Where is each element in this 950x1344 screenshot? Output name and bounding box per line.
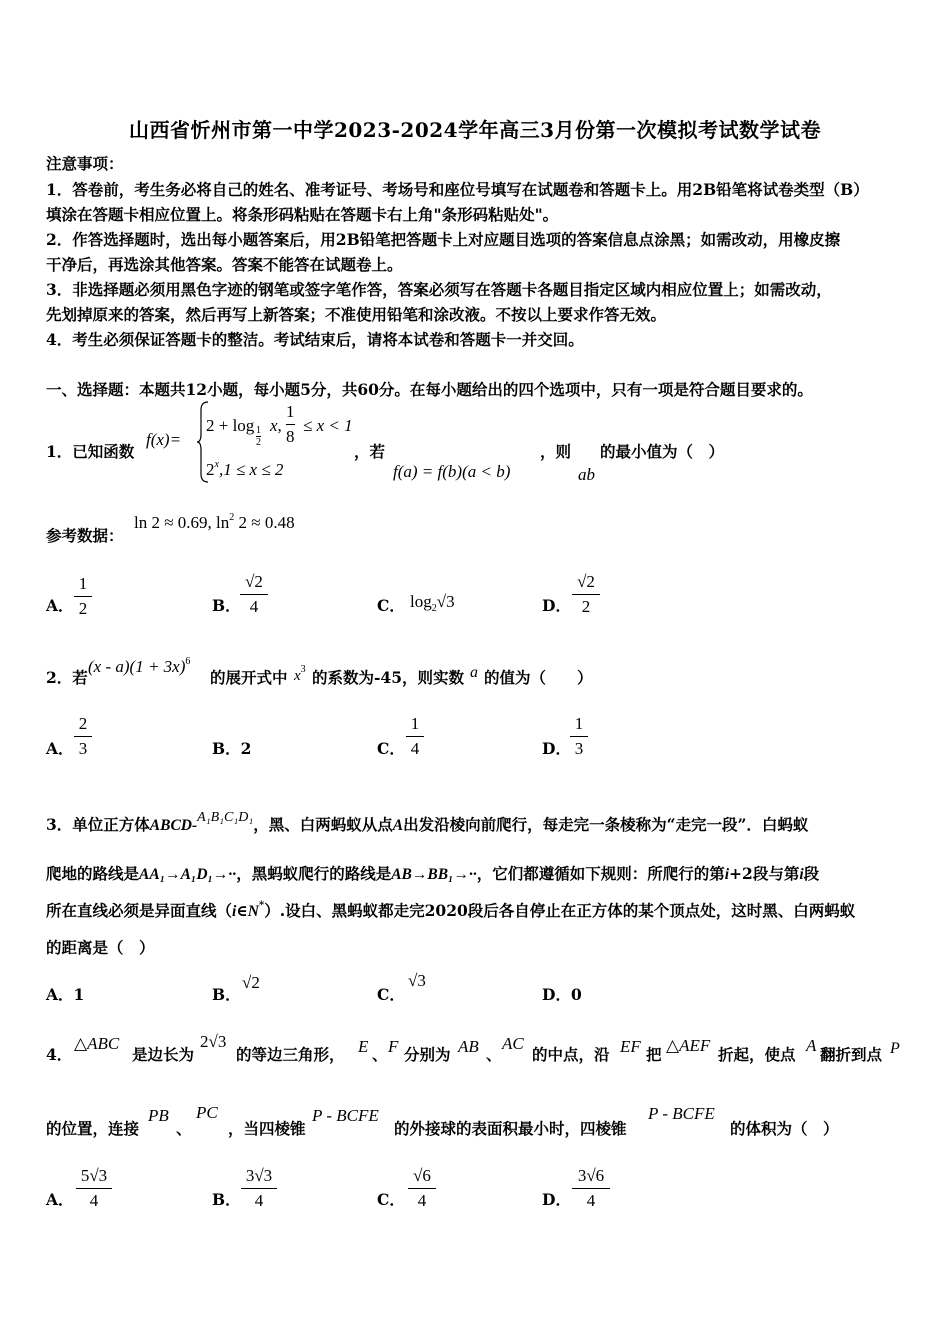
q2-a: a (470, 664, 478, 681)
q2-option-c-den: 4 (410, 739, 420, 758)
notes-line-5: 3．非选择题必须用黑色字迹的钢笔或签字笔作答，答案必须写在答题卡各题目指定区域内相应位置上；如需改动， (46, 280, 832, 299)
q4-pyr2: P - BCFE (648, 1104, 715, 1123)
q4-ac: AC (502, 1034, 524, 1053)
page-title: 山西省忻州市第一中学2023-2024学年高三3月份第一次模拟考试数学试卷 (128, 118, 822, 142)
q3-option-d-value: 0 (570, 985, 582, 1004)
q4-option-a-label: A． (46, 1190, 74, 1209)
notes-line-3: 2．作答选择题时，选出每小题答案后，用2B铅笔把答题卡上对应题目选项的答案信息点涂黑；如需改动，用橡皮擦 (46, 230, 841, 249)
q3-a1b1c1d1: A₁B₁C₁D₁ (197, 810, 254, 825)
q1-tail: 的最小值为（ ） (600, 442, 725, 461)
q2-option-a-label: A． (46, 739, 74, 758)
q1-log-base-num: 1 (256, 425, 261, 436)
q4-tri2: △AEF (666, 1036, 711, 1055)
q3-option-a-label: A． (46, 985, 74, 1004)
q1-log-base (256, 425, 261, 448)
q3-line2b: ，黑蚂蚁爬行的路线是 (236, 864, 392, 883)
q1-then: ，则 (540, 442, 572, 461)
q1-case1-frac (286, 402, 295, 447)
q3-path1: AA₁→A₁D₁→·· (139, 866, 237, 883)
q2-mid: 的展开式中 (210, 668, 288, 687)
q1-prefix: 1．已知函数 (46, 442, 135, 461)
q1-cond: f(a) = f(b)(a < b) (393, 462, 511, 481)
q1-ref-data (134, 512, 295, 533)
q4-t4: 分别为 (404, 1045, 451, 1064)
q2-option-a-num: 2 (78, 714, 88, 733)
q2-option-d (570, 714, 588, 759)
q2-option-b-value: 2 (240, 739, 252, 758)
q4-l2e: 的体积为（ ） (730, 1119, 839, 1138)
q2-option-b-label: B． (212, 739, 241, 758)
q3-i: i (799, 866, 804, 883)
q3-point-a: A (392, 817, 404, 834)
q1-option-d (572, 572, 600, 617)
q4-t1: 是边长为 (132, 1045, 195, 1064)
q1-ref-label: 参考数据： (46, 526, 124, 545)
q1-option-b-den: 4 (249, 597, 259, 616)
q4-a: A (806, 1036, 817, 1055)
q1-log-base-den: 2 (256, 437, 261, 448)
q3-i2: i (724, 866, 730, 883)
notes-heading: 注意事项： (46, 154, 124, 173)
q1-ab: ab (578, 465, 595, 484)
notes-line-7: 4．考生必须保证答题卡的整洁。考试结束后，请将本试卷和答题卡一并交回。 (46, 330, 584, 349)
q4-t9: 翻折到点 (820, 1045, 883, 1064)
q4-option-c (408, 1166, 436, 1211)
q1-option-c (410, 592, 455, 614)
q4-pb: PB (148, 1106, 169, 1125)
q1-option-a-num: 1 (78, 574, 88, 593)
q3-line2d: +2段与第 (729, 864, 800, 883)
q4-t5: 、 (486, 1045, 502, 1064)
notes-line-2: 填涂在答题卡相应位置上。将条形码粘贴在答题卡右上角"条形码粘贴处"。 (46, 205, 559, 224)
q2-option-a (74, 714, 92, 759)
q1-ref-sup: 2 (229, 512, 235, 523)
q4-option-b-num: 3√3 (245, 1166, 273, 1185)
q1-case2-exp: x (214, 459, 219, 470)
q3-line2e: 段 (803, 864, 820, 883)
q1-case1-frac-num: 1 (286, 402, 295, 421)
q4-option-b (241, 1166, 277, 1211)
q2-option-c-num: 1 (410, 714, 420, 733)
q4-l2d: 的外接球的表面积最小时，四棱锥 (394, 1119, 627, 1138)
q1-option-a-den: 2 (78, 599, 88, 618)
q3-option-d (542, 983, 582, 1005)
q4-tri: △ABC (74, 1034, 120, 1053)
q3-in: i∈N (232, 903, 259, 920)
q4-option-c-den: 4 (417, 1191, 427, 1210)
q2-option-d-den: 3 (574, 739, 584, 758)
q3-option-c-value: √3 (408, 971, 426, 990)
q3-option-b-value: √2 (242, 973, 260, 992)
q4-pyr: P - BCFE (312, 1106, 379, 1125)
q1-case1-frac-den: 8 (286, 427, 295, 446)
q1-if: ，若 (354, 442, 386, 461)
q3-in-sup: * (259, 900, 265, 911)
section-heading: 一、选择题：本题共12小题，每小题5分，共60分。在每小题给出的四个选项中，只有一项是符合题目要求的。 (46, 380, 813, 399)
q3-line1c: 出发沿棱向前爬行，每走完一条棱称为“走完一段”．白蚂蚁 (403, 815, 809, 834)
q1-case2-base: 2 (206, 460, 215, 479)
q4-side: 2√3 (200, 1032, 227, 1051)
q4-l2b: 、 (176, 1119, 192, 1138)
q4-t2: 的等边三角形， (236, 1045, 345, 1064)
q4-option-d-label: D． (542, 1190, 571, 1209)
q4-t7: 把 (646, 1045, 662, 1064)
q3-abcd: ABCD- (149, 817, 198, 834)
q3-option-d-label: D． (542, 985, 571, 1004)
q4-option-a-den: 4 (89, 1191, 99, 1210)
q1-case1-log: 2 + log (206, 416, 255, 435)
q2-option-d-num: 1 (574, 714, 584, 733)
q4-t8: 折起，使点 (718, 1045, 796, 1064)
q1-fx: f(x)= (146, 430, 182, 449)
q1-ref-data-1: ln 2 ≈ 0.69, ln (134, 513, 230, 532)
q1-option-d-num: √2 (577, 572, 595, 591)
q4-option-c-num: √6 (413, 1166, 431, 1185)
q2-option-d-label: D． (542, 739, 571, 758)
q3-path2: AB→BB₁→·· (391, 866, 477, 883)
q3-line2c: ，它们都遵循如下规则：所爬行的第 (476, 864, 725, 883)
q3-line1b: ，黑、白两蚂蚁从点 (253, 815, 393, 834)
q4-option-d-den: 4 (586, 1191, 596, 1210)
q4-t6: 的中点，沿 (532, 1045, 610, 1064)
q2-option-a-den: 3 (78, 739, 88, 758)
q3-line-2 (46, 862, 819, 884)
q2-x3-exp: 3 (300, 664, 306, 675)
q3-line-3 (46, 899, 855, 921)
q3-option-a-value: 1 (73, 985, 85, 1004)
q2-x3 (294, 664, 306, 685)
q4-f: F (388, 1037, 399, 1056)
q1-option-b-label: B． (212, 596, 241, 615)
q1-option-c-label: C． (377, 596, 405, 615)
notes-line-4: 干净后，再选涂其他答案。答案不能答在试题卷上。 (46, 255, 403, 274)
q4-l2a: 的位置，连接 (46, 1119, 140, 1138)
q1-case1-cond: ≤ x < 1 (303, 416, 353, 435)
q1-option-c-base: 2 (431, 603, 437, 614)
notes-line-6: 先划掉原来的答案，然后再写上新答案；不准使用铅笔和涂改液。不按以上要求作答无效。 (46, 305, 667, 324)
q4-num: 4． (46, 1045, 73, 1064)
q4-option-b-den: 4 (254, 1191, 264, 1210)
q3-option-c-label: C． (377, 985, 405, 1004)
q4-option-d-num: 3√6 (577, 1166, 605, 1185)
q4-option-a (76, 1166, 112, 1211)
q4-option-b-label: B． (212, 1190, 241, 1209)
q3-option-b-label: B． (212, 985, 241, 1004)
q1-case2 (206, 459, 283, 480)
q3-line-4: 的距离是（ ） (46, 938, 155, 957)
q3-line-1 (46, 810, 809, 835)
q2-prefix: 2．若 (46, 668, 88, 687)
q1-option-b (240, 572, 268, 617)
q4-option-c-label: C． (377, 1190, 405, 1209)
notes-line-1: 1．答卷前，考生务必将自己的姓名、准考证号、考场号和座位号填写在试题卷和答题卡上。用2B铅笔将试卷类型（B） (46, 180, 869, 199)
q4-t3: 、 (372, 1045, 388, 1064)
q1-ref-data-2: 2 ≈ 0.48 (234, 513, 295, 532)
q1-option-c-log: log (410, 592, 432, 611)
q2-option-b (212, 737, 251, 759)
q3-line1a: 3．单位正方体 (46, 815, 150, 834)
q2-option-c-label: C． (377, 739, 405, 758)
q2-x3-base: x (294, 668, 301, 684)
q3-line2a: 爬地的路线是 (46, 864, 140, 883)
q4-pc: PC (196, 1103, 218, 1122)
q1-option-a (74, 574, 92, 619)
q1-case1 (206, 416, 254, 436)
q2-option-c (406, 714, 424, 759)
q1-case1-x: x, (270, 416, 282, 435)
q4-e: E (358, 1037, 369, 1056)
q4-option-d (572, 1166, 610, 1211)
q1-option-d-den: 2 (581, 597, 591, 616)
q4-option-a-num: 5√3 (80, 1166, 108, 1185)
q3-line3a: 所在直线必须是异面直线（ (46, 901, 233, 920)
q1-option-b-num: √2 (245, 572, 263, 591)
q2-mid2: 的系数为-45，则实数 (312, 668, 465, 687)
q3-line3b: ）.设白、黑蚂蚁都走完2020段后各自停止在正方体的某个顶点处，这时黑、白两蚂蚁 (264, 901, 856, 920)
q1-case2-cond: ,1 ≤ x ≤ 2 (218, 460, 284, 479)
q2-expr (88, 656, 190, 677)
q4-ab: AB (458, 1037, 479, 1056)
q3-option-a (46, 983, 84, 1005)
q2-expr-exp: 6 (185, 656, 191, 667)
q4-l2c: ，当四棱锥 (228, 1119, 306, 1138)
q1-option-c-arg: √3 (436, 592, 455, 611)
q4-p: P (890, 1040, 900, 1057)
q2-expr-body: (x - a)(1 + 3x) (88, 657, 186, 676)
q4-ef: EF (620, 1037, 641, 1056)
q1-option-a-label: A． (46, 596, 74, 615)
q2-tail: 的值为（ ） (484, 668, 593, 687)
q1-option-d-label: D． (542, 596, 571, 615)
